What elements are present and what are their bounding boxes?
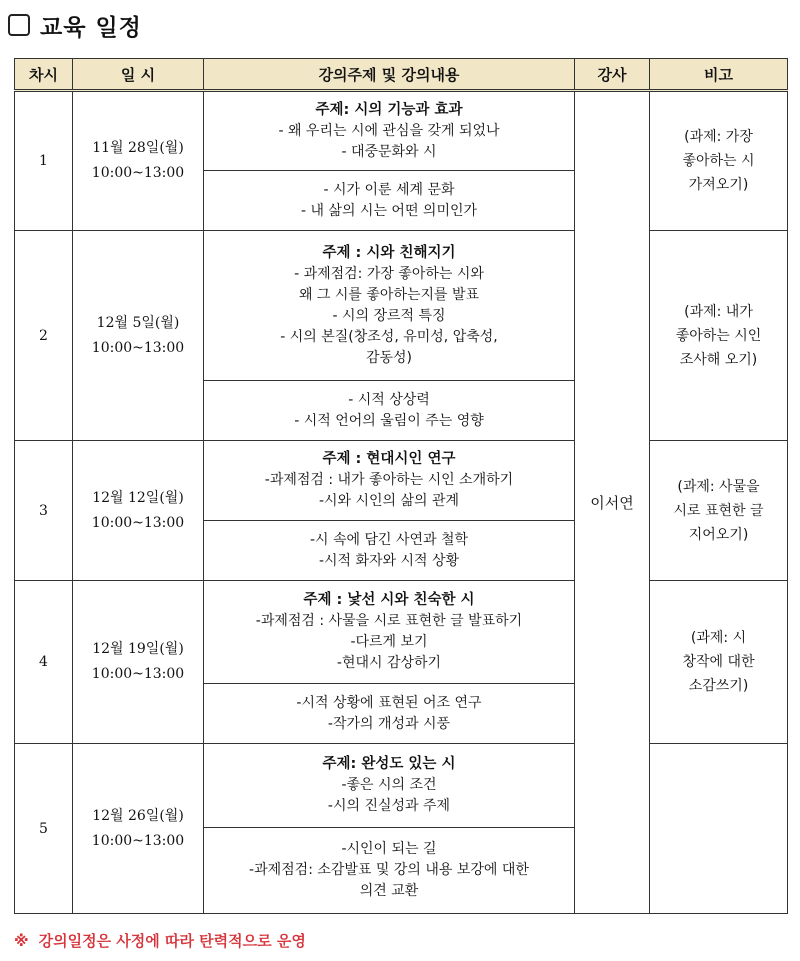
topic-line: -시인이 되는 길	[341, 841, 437, 857]
topic-line: 왜 그 시를 좋아하는지를 발표	[298, 286, 480, 303]
topic-main	[204, 231, 575, 381]
topic-line: -현대시 감상하기	[336, 655, 442, 671]
topic-line: 의견 교환	[359, 883, 419, 899]
session-datetime	[73, 744, 204, 914]
session-time: 10:00~13:00	[91, 165, 185, 181]
topic-line: -시 속에 담긴 사연과 철학	[309, 531, 469, 548]
topic-title: 주제: 완성도 있는 시	[322, 756, 456, 772]
footnote	[14, 930, 306, 951]
header-session: 차시	[15, 59, 73, 91]
topic-sub	[204, 171, 575, 231]
topic-title: 주제: 시의 기능과 효과	[315, 101, 463, 118]
session-number: 3	[15, 441, 73, 581]
topic-line: -시의 진실성과 주제	[327, 798, 451, 814]
table-row	[15, 581, 788, 684]
reference-mark-icon: ※	[14, 932, 29, 950]
header-date: 일 시	[73, 59, 204, 91]
topic-line: - 시적 상상력	[348, 391, 430, 408]
table-row	[15, 231, 788, 381]
schedule-body	[15, 91, 788, 914]
topic-line: - 내 삶의 시는 어떤 의미인가	[300, 202, 478, 219]
topic-line: - 시의 본질(창조성, 유미성, 압축성,	[280, 328, 498, 345]
header-topic: 강의주제 및 강의내용	[204, 59, 575, 91]
session-datetime	[73, 231, 204, 441]
topic-sub	[204, 684, 575, 744]
topic-line: -시와 시인의 삶의 관계	[318, 493, 460, 509]
note-text: (과제: 가장 좋아하는 시 가져오기)	[682, 129, 755, 193]
table-row	[15, 441, 788, 521]
session-number: 1	[15, 91, 73, 231]
session-date: 12월 19일(월)	[92, 641, 184, 657]
topic-line: -과제점검 : 내가 좋아하는 시인 소개하기	[264, 472, 514, 488]
session-number: 5	[15, 744, 73, 914]
topic-sub	[204, 381, 575, 441]
topic-sub	[204, 828, 575, 914]
session-date: 12월 5일(월)	[96, 314, 180, 331]
header-note: 비고	[650, 59, 788, 91]
table-row	[15, 744, 788, 828]
session-date: 12월 26일(월)	[92, 807, 184, 824]
session-note	[650, 441, 788, 581]
topic-main	[204, 581, 575, 684]
topic-main	[204, 441, 575, 521]
topic-line: - 시의 장르적 특징	[332, 307, 446, 324]
session-number: 4	[15, 581, 73, 744]
session-note	[650, 744, 788, 914]
session-time: 10:00~13:00	[91, 832, 185, 849]
section-title	[8, 8, 142, 42]
note-text: (과제: 시 창작에 대한 소감쓰기)	[682, 630, 755, 694]
topic-line: -과제점검: 소감발표 및 강의 내용 보강에 대한	[249, 862, 529, 878]
schedule-table	[14, 58, 788, 914]
session-datetime	[73, 91, 204, 231]
topic-line: - 대중문화와 시	[341, 143, 437, 160]
topic-title: 주제 : 낯선 시와 친숙한 시	[303, 592, 475, 608]
topic-line: -과제점검 : 사물을 시로 표현한 글 발표하기	[255, 613, 523, 629]
footnote-text: 강의일정은 사정에 따라 탄력적으로 운영	[38, 932, 306, 950]
table-row	[15, 91, 788, 171]
session-note	[650, 91, 788, 231]
page-title: 교육 일정	[40, 14, 142, 41]
topic-line: - 시적 언어의 울림이 주는 영향	[294, 412, 484, 429]
session-date: 12월 12일(월)	[92, 489, 184, 506]
instructor-name: 이서연	[575, 91, 650, 914]
checkbox-icon	[8, 14, 30, 36]
note-text: (과제: 내가 좋아하는 시인 조사해 오기)	[675, 303, 762, 368]
topic-title: 주제 : 시와 친해지기	[322, 244, 456, 261]
session-time: 10:00~13:00	[91, 514, 185, 531]
topic-sub	[204, 521, 575, 581]
topic-line: - 과제점검: 가장 좋아하는 시와	[294, 265, 484, 282]
topic-line: -작가의 개성과 시풍	[327, 715, 451, 732]
topic-main	[204, 744, 575, 828]
session-datetime	[73, 581, 204, 744]
topic-main	[204, 91, 575, 171]
table-header-row	[15, 59, 788, 91]
session-number: 2	[15, 231, 73, 441]
note-text: (과제: 사물을 시로 표현한 글 지어오기)	[673, 478, 764, 543]
topic-line: - 시가 이룬 세계 문화	[323, 181, 455, 198]
session-time: 10:00~13:00	[91, 339, 185, 356]
topic-line: - 왜 우리는 시에 관심을 갖게 되었나	[278, 122, 500, 139]
session-datetime	[73, 441, 204, 581]
topic-title: 주제 : 현대시인 연구	[322, 451, 456, 467]
header-instructor: 강사	[575, 59, 650, 91]
topic-line: -좋은 시의 조건	[341, 777, 437, 793]
topic-line: -시적 상황에 표현된 어조 연구	[296, 694, 482, 711]
topic-line: -시적 화자와 시적 상황	[318, 552, 460, 569]
topic-line: -다르게 보기	[350, 634, 428, 650]
session-time: 10:00~13:00	[91, 666, 185, 682]
session-date: 11월 28일(월)	[92, 140, 184, 156]
session-note	[650, 231, 788, 441]
topic-line: 감동성)	[365, 349, 413, 366]
session-note	[650, 581, 788, 744]
